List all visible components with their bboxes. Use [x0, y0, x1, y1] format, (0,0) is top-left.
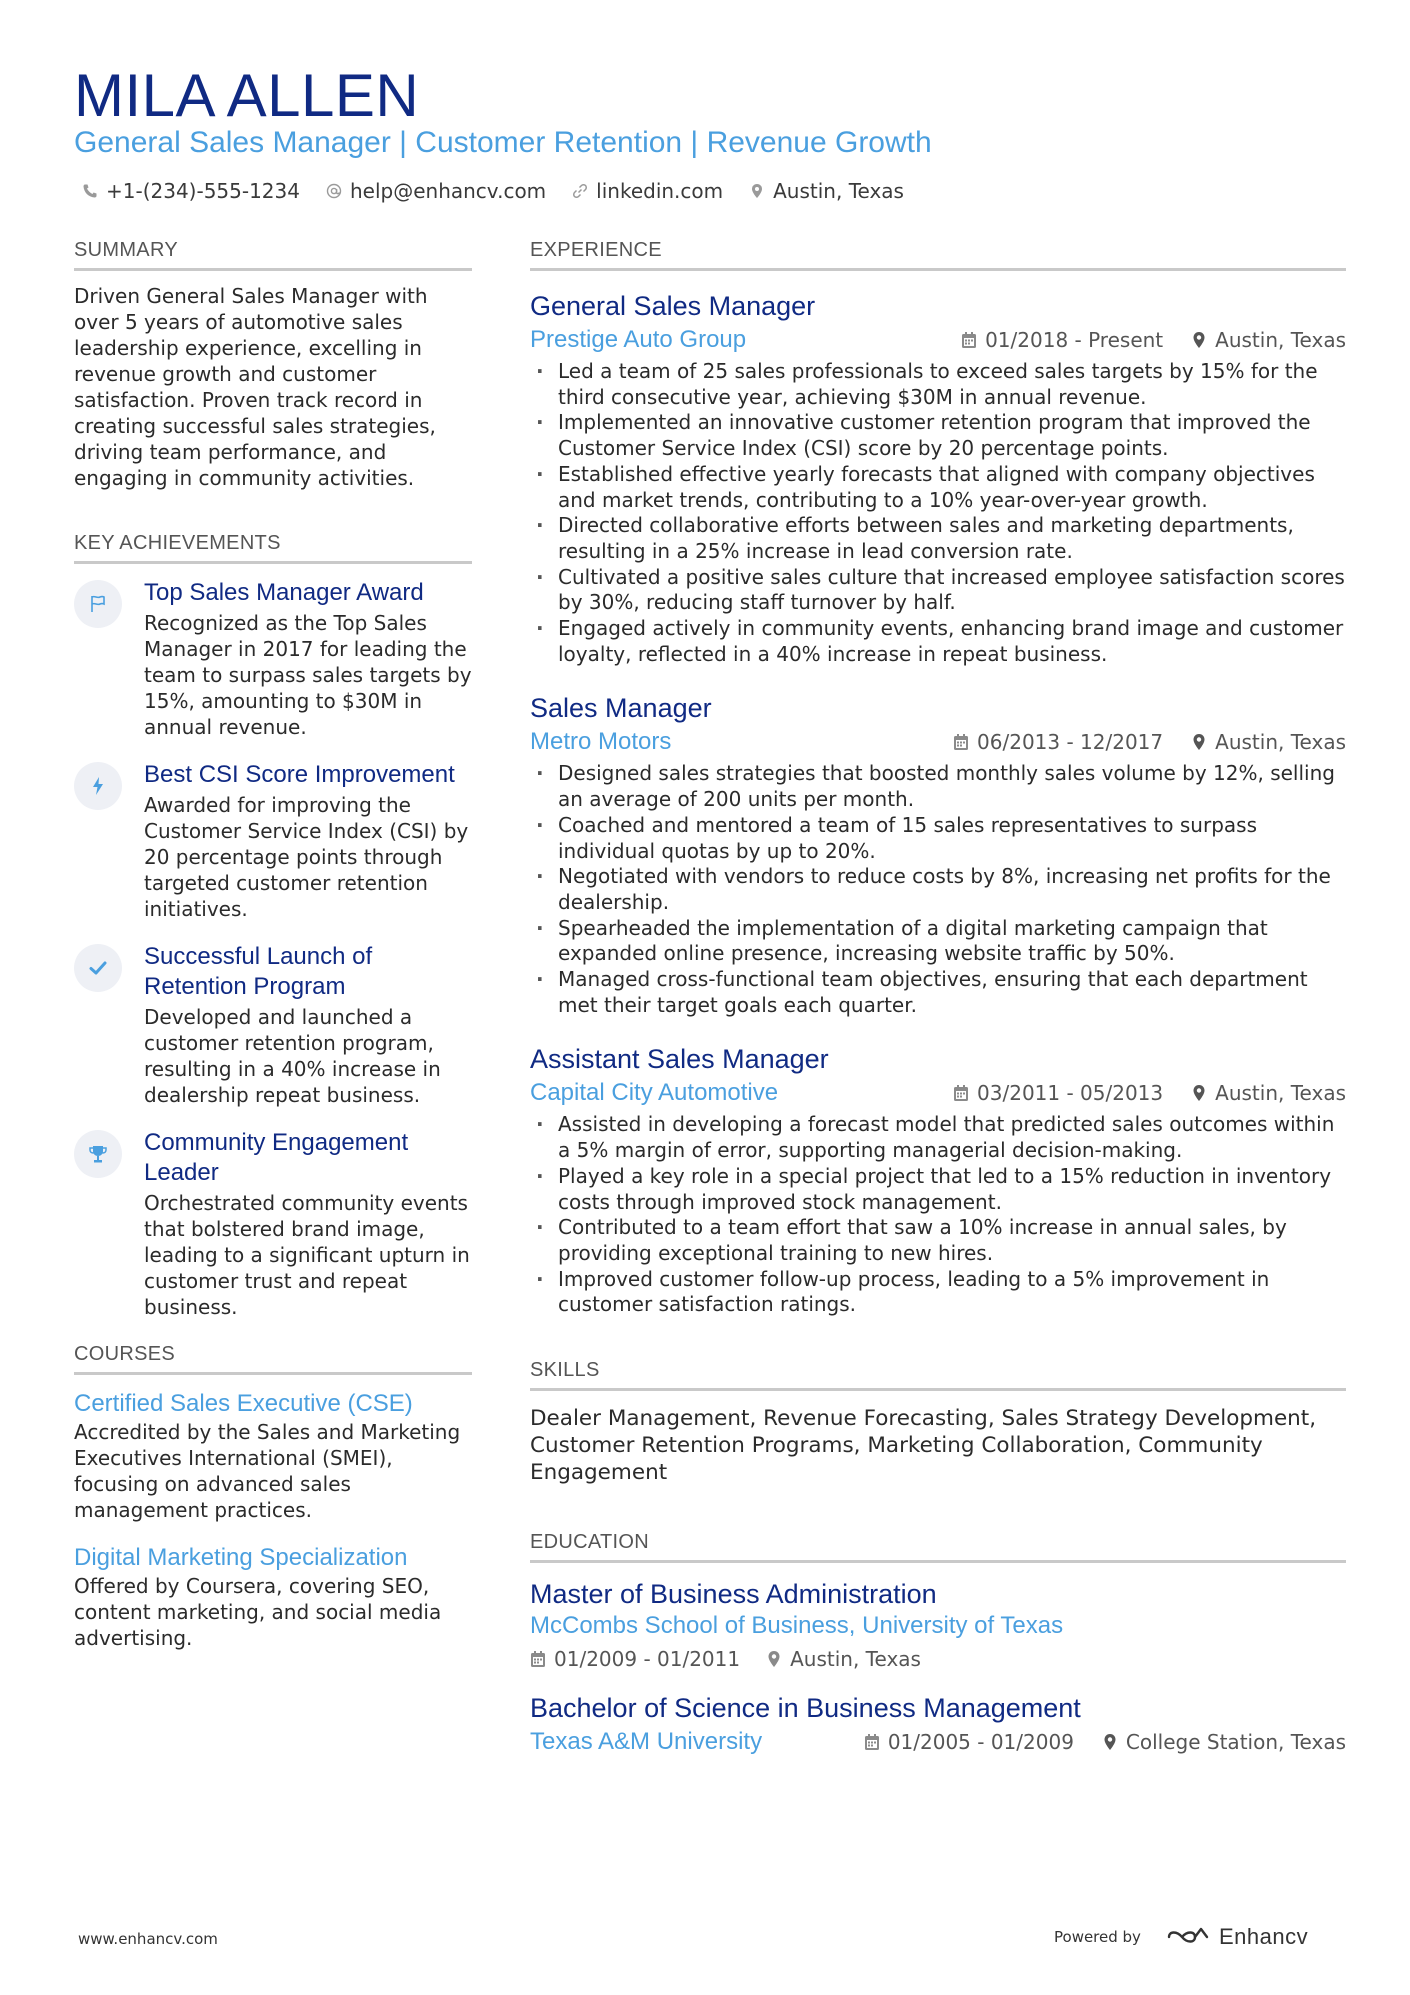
course-item: [74, 1543, 472, 1651]
location-pin-icon: [749, 183, 765, 199]
achievement-desc: Recognized as the Top Sales Manager in 2017 for leading the team to surpass sales targets by 15%, amounting to $30M in annual revenue.: [144, 611, 472, 739]
achievement-desc: Orchestrated community events that bolstered brand image, leading to a significant upturn in customer trust and repeat business.: [144, 1191, 470, 1319]
headline: General Sales Manager | Customer Retention | Revenue Growth: [74, 126, 932, 159]
infinity-logo-icon: [1165, 1925, 1211, 1949]
location-pin-icon: [1191, 733, 1207, 751]
bullet-item: · Spearheaded the implementation of a digital marketing campaign that expanded online presence, increasing website traffic by 50%.: [530, 916, 1346, 967]
course-title: Digital Marketing Specialization: [74, 1544, 408, 1571]
education-dates-text: 01/2009 - 01/2011: [554, 1647, 741, 1672]
section-title-skills: SKILLS: [530, 1358, 1346, 1391]
degree-title: Master of Business Administration: [530, 1579, 937, 1610]
education-meta: [530, 1727, 1346, 1757]
course-item: [74, 1389, 472, 1523]
education-entry: [530, 1577, 1346, 1673]
course-desc: Accredited by the Sales and Marketing Executives International (SMEI), focusing on advanced sales management practices.: [74, 1420, 461, 1522]
achievement-item: [74, 1128, 472, 1320]
link-icon: [572, 183, 588, 199]
calendar-icon: [961, 331, 977, 349]
bullet-item: · Established effective yearly forecasts that aligned with company objectives and market trends, contributing to a 10% year-over-year growth.: [530, 462, 1346, 513]
trophy-icon: [74, 1130, 122, 1178]
achievements-list: [74, 578, 472, 1320]
calendar-icon: [864, 1733, 880, 1751]
bullet-item: · Negotiated with vendors to reduce costs by 8%, increasing net profits for the dealership.: [530, 864, 1346, 915]
bullet-item: · Improved customer follow-up process, leading to a 5% improvement in customer satisfaction ratings.: [530, 1267, 1346, 1318]
left-column: [74, 238, 472, 1651]
email-text: help@enhancv.com: [349, 179, 547, 203]
school-name: McCombs School of Business, University of Texas: [530, 1612, 1064, 1640]
education-dates: [530, 1647, 740, 1671]
bullet-item: · Led a team of 25 sales professionals to exceed sales targets by 15% for the third consecutive year, achieving $30M in annual revenue.: [530, 359, 1346, 410]
contact-linkedin[interactable]: [572, 176, 723, 206]
achievement-item: [74, 760, 472, 922]
contact-bar: [82, 176, 904, 206]
location-text: Austin, Texas: [773, 179, 904, 203]
job-entry: [530, 691, 1346, 1018]
job-location: [1191, 328, 1346, 352]
bullet-item: · Directed collaborative efforts between sales and marketing departments, resulting in a 25% increase in lead conversion rate.: [530, 513, 1346, 564]
calendar-icon: [530, 1650, 546, 1668]
achievement-title: Top Sales Manager Award: [144, 579, 424, 606]
linkedin-text: linkedin.com: [596, 179, 724, 203]
location-pin-icon: [1191, 331, 1207, 349]
check-icon: [74, 944, 122, 992]
bullet-item: · Contributed to a team effort that saw a 10% increase in annual sales, by providing exceptional training to new hires.: [530, 1215, 1346, 1266]
education-entry: [530, 1691, 1346, 1757]
skills-text: Dealer Management, Revenue Forecasting, Sales Strategy Development, Customer Retention Programs, Marketing Collaboration, Community Engagement: [530, 1406, 1317, 1486]
bullet-item: · Managed cross-functional team objectives, ensuring that each department met their target goals each quarter.: [530, 967, 1346, 1018]
job-entry: [530, 1042, 1346, 1318]
at-icon: [326, 183, 342, 199]
calendar-icon: [953, 733, 969, 751]
education-location-text: Austin, Texas: [790, 1647, 921, 1672]
brand-name: Enhancv: [1218, 1924, 1309, 1949]
bullet-item: · Designed sales strategies that boosted monthly sales volume by 12%, selling an average of 200 units per month.: [530, 761, 1346, 812]
job-dates: [953, 1081, 1163, 1105]
courses-section: [74, 1342, 472, 1651]
job-location: [1191, 1081, 1346, 1105]
job-title: Assistant Sales Manager: [530, 1044, 829, 1075]
section-title-achievements: KEY ACHIEVEMENTS: [74, 531, 472, 564]
education-location: [1102, 1730, 1346, 1754]
section-title-education: EDUCATION: [530, 1530, 1346, 1563]
bullet-item: · Played a key role in a special project that led to a 15% reduction in inventory costs through improved stock management.: [530, 1164, 1346, 1215]
location-pin-icon: [1191, 1084, 1207, 1102]
job-dates-text: 06/2013 - 12/2017: [977, 730, 1164, 755]
achievement-title: Community Engagement Leader: [144, 1129, 409, 1186]
bullet-item: · Assisted in developing a forecast model that predicted sales outcomes within a 5% margin of error, supporting managerial decision-making.: [530, 1112, 1346, 1163]
summary-text: Driven General Sales Manager with over 5 years of automotive sales leadership experience, excelling in revenue growth and customer satisfaction. Proven track record in creating successful sales strategies, driving team performance, and engaging in community activities.: [74, 284, 436, 490]
right-column: [530, 238, 1346, 1757]
job-bullets: [530, 1112, 1346, 1318]
job-meta: [530, 1078, 1346, 1108]
bullet-item: · Implemented an innovative customer retention program that improved the Customer Service Index (CSI) score by 20 percentage points.: [530, 410, 1346, 461]
job-location-text: Austin, Texas: [1215, 1081, 1346, 1106]
candidate-name: MILA ALLEN: [74, 62, 420, 129]
education-meta: [530, 1645, 1346, 1673]
phone-icon: [82, 183, 98, 199]
course-desc: Offered by Coursera, covering SEO, content marketing, and social media advertising.: [74, 1574, 442, 1650]
job-entry: [530, 289, 1346, 667]
footer-website[interactable]: www.enhancv.com: [78, 1930, 218, 1948]
job-dates-text: 01/2018 - Present: [985, 328, 1164, 352]
achievement-desc: Awarded for improving the Customer Service Index (CSI) by 20 percentage points through targeted customer retention initiatives.: [144, 793, 469, 921]
job-dates-text: 03/2011 - 05/2013: [977, 1081, 1164, 1106]
bolt-icon: [74, 762, 122, 810]
job-dates: [953, 730, 1163, 754]
job-meta: [530, 325, 1346, 355]
powered-by-text: Powered by: [1054, 1928, 1141, 1946]
footer-branding: [1054, 1924, 1308, 1950]
achievement-item: [74, 578, 472, 740]
company-name: Capital City Automotive: [530, 1079, 779, 1107]
education-section: [530, 1530, 1346, 1757]
achievement-item: [74, 942, 472, 1108]
education-location-text: College Station, Texas: [1125, 1730, 1346, 1755]
achievement-desc: Developed and launched a customer retention program, resulting in a 40% increase in dealership repeat business.: [144, 1005, 441, 1107]
degree-title: Bachelor of Science in Business Management: [530, 1693, 1081, 1724]
job-location: [1191, 730, 1346, 754]
job-title: General Sales Manager: [530, 291, 816, 321]
flag-icon: [74, 580, 122, 628]
location-pin-icon: [1102, 1733, 1118, 1751]
company-name: Metro Motors: [530, 728, 672, 756]
section-title-summary: SUMMARY: [74, 238, 472, 271]
school-name: Texas A&M University: [530, 1728, 763, 1756]
phone-text: +1-(234)-555-1234: [106, 179, 300, 203]
bullet-item: · Cultivated a positive sales culture that increased employee satisfaction scores by 30%, reducing staff turnover by half.: [530, 565, 1346, 616]
education-dates: [864, 1730, 1074, 1754]
job-dates: [961, 328, 1163, 352]
experience-section: [530, 238, 1346, 1318]
skills-section: [530, 1358, 1346, 1486]
job-location-text: Austin, Texas: [1215, 730, 1346, 755]
achievements-section: [74, 531, 472, 1320]
job-bullets: [530, 761, 1346, 1018]
course-title: Certified Sales Executive (CSE): [74, 1390, 413, 1417]
location-pin-icon: [766, 1650, 782, 1668]
summary-section: [74, 238, 472, 491]
job-location-text: Austin, Texas: [1215, 328, 1346, 352]
enhancv-logo[interactable]: [1165, 1924, 1308, 1950]
contact-location: [749, 176, 904, 206]
education-dates-text: 01/2005 - 01/2009: [887, 1730, 1074, 1755]
achievement-title: Best CSI Score Improvement: [144, 761, 455, 788]
job-bullets: [530, 359, 1346, 667]
section-title-courses: COURSES: [74, 1342, 472, 1375]
bullet-item: · Coached and mentored a team of 15 sales representatives to surpass individual quotas by up to 20%.: [530, 813, 1346, 864]
job-title: Sales Manager: [530, 693, 712, 724]
contact-email[interactable]: [326, 176, 546, 206]
education-location: [766, 1647, 921, 1671]
company-name: Prestige Auto Group: [530, 326, 747, 353]
section-title-experience: EXPERIENCE: [530, 238, 1346, 271]
job-meta: [530, 727, 1346, 757]
achievement-title: Successful Launch of Retention Program: [144, 943, 373, 1000]
contact-phone[interactable]: [82, 176, 300, 206]
bullet-item: · Engaged actively in community events, enhancing brand image and customer loyalty, reflected in a 40% increase in repeat business.: [530, 616, 1346, 667]
calendar-icon: [953, 1084, 969, 1102]
